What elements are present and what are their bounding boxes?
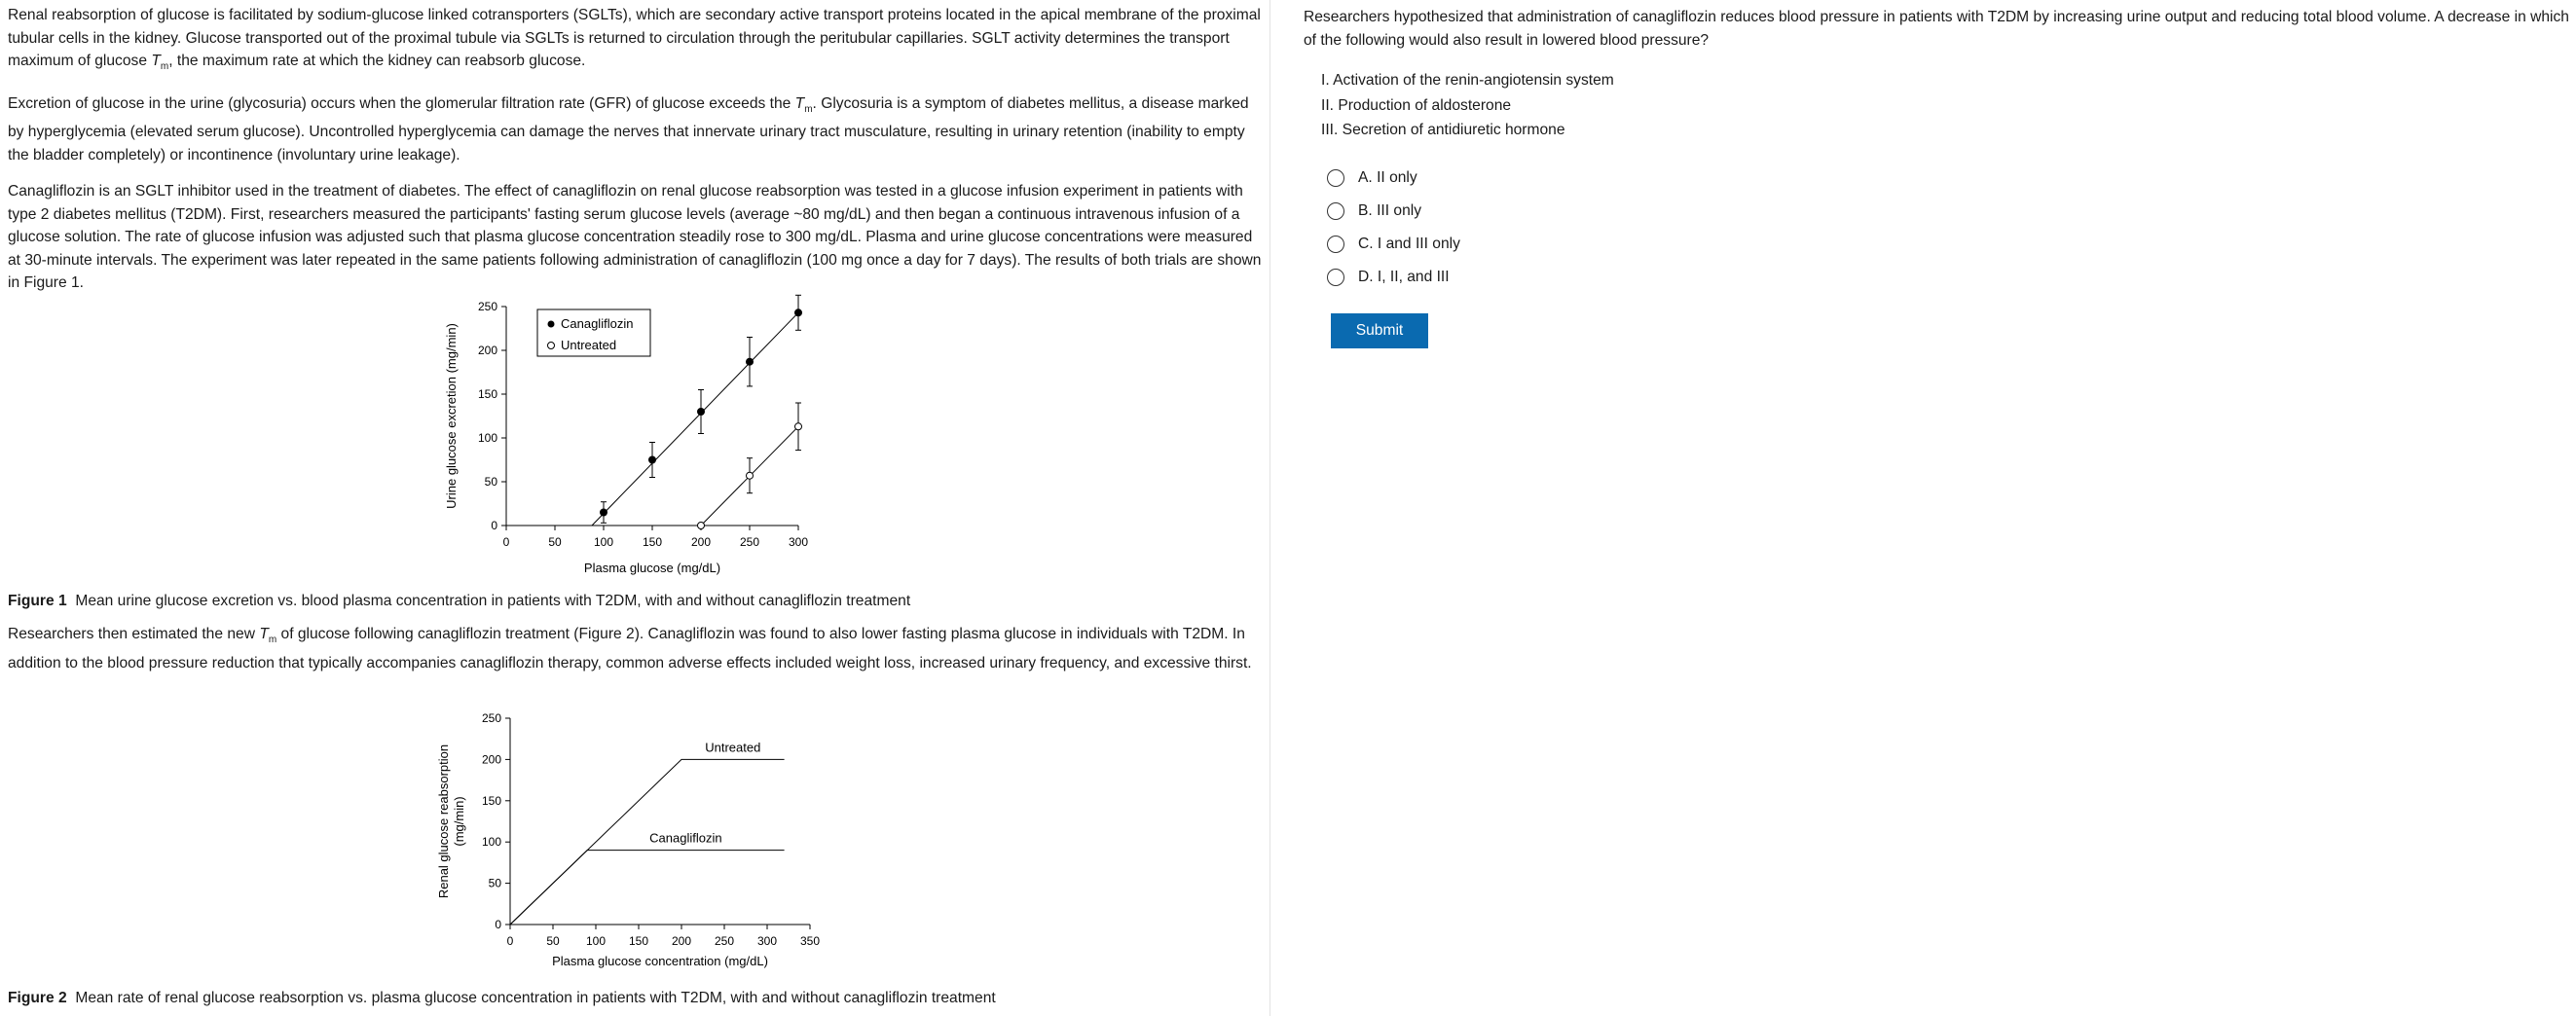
y-tick-label: 150 xyxy=(481,793,501,808)
x-axis-title: Plasma glucose (mg/dL) xyxy=(583,561,721,575)
legend-label: Untreated xyxy=(561,338,617,352)
y-tick-label: 100 xyxy=(477,431,497,445)
submit-button[interactable]: Submit xyxy=(1331,313,1428,348)
data-point xyxy=(795,423,802,430)
radio-icon[interactable] xyxy=(1327,169,1344,187)
data-point xyxy=(698,409,705,416)
y-tick-label: 0 xyxy=(491,519,497,532)
x-tick-label: 300 xyxy=(756,934,778,948)
data-point xyxy=(698,523,705,529)
x-tick-label: 0 xyxy=(506,934,514,948)
figure-2-chart xyxy=(428,701,837,978)
option-c[interactable]: C. I and III only xyxy=(1327,228,2569,261)
series-line xyxy=(510,759,785,925)
data-point xyxy=(747,358,754,365)
figure-1-caption: Figure 1 Mean urine glucose excretion vs. blood plasma concentration in patients with T2DM, with and without canagliflozin treatment xyxy=(8,593,911,609)
x-tick-label: 350 xyxy=(799,934,821,948)
radio-icon[interactable] xyxy=(1327,202,1344,220)
x-tick-label: 150 xyxy=(642,535,663,549)
y-tick-label: 100 xyxy=(481,835,501,850)
data-point xyxy=(747,472,754,479)
passage-paragraph-4: Researchers then estimated the new $T_m$ of glucose following canagliflozin treatment (Figure 2). Canagliflozin was found to also lower fasting plasma glucose in individuals with T2DM. In addition to the blood pressure reduction that typically accompanies canagliflozin therapy, common adverse effects included weight loss, increased urinary frequency, and excessive thirst. xyxy=(8,626,1252,671)
series-label: Untreated xyxy=(705,740,761,755)
y-tick-label: 250 xyxy=(481,711,501,725)
statement-3: III. Secretion of antidiuretic hormone xyxy=(1321,122,1565,138)
legend-label: Canagliflozin xyxy=(561,316,634,331)
data-point xyxy=(795,309,802,316)
y-tick-label: 250 xyxy=(477,300,497,313)
x-tick-label: 200 xyxy=(671,934,692,948)
x-tick-label: 300 xyxy=(788,535,809,549)
legend-marker-open xyxy=(548,343,555,349)
figure-2 xyxy=(428,701,837,983)
y-tick-label: 50 xyxy=(488,876,501,890)
x-tick-label: 0 xyxy=(502,535,510,549)
question-stem: Researchers hypothesized that administration of canagliflozin reduces blood pressure in patients with T2DM by increasing urine output and reducing total blood volume. A decrease in which of the following would also result in lowered blood pressure? xyxy=(1304,9,2569,49)
option-d[interactable]: D. I, II, and III xyxy=(1327,261,2569,294)
x-tick-label: 250 xyxy=(739,535,760,549)
x-tick-label: 50 xyxy=(548,535,562,549)
y-tick-label: 150 xyxy=(477,387,497,401)
series-label: Canagliflozin xyxy=(649,830,722,846)
question-panel xyxy=(1304,6,2569,348)
passage-paragraph-2: Excretion of glucose in the urine (glycosuria) occurs when the glomerular filtration rate (GFR) of glucose exceeds the $T_m$. Glycosuria is a symptom of diabetes mellitus, a disease marked by hyperglycemia (elevated serum glucose). Uncontrolled hyperglycemia can damage the nerves that innervate urinary tract musculature, resulting in urinary retention (inability to empty the bladder completely) or incontinence (involuntary urine leakage). xyxy=(8,94,1249,163)
legend-marker-filled xyxy=(548,321,555,328)
statement-1: I. Activation of the renin-angiotensin system xyxy=(1321,72,1614,89)
x-tick-label: 50 xyxy=(546,934,560,948)
figure-1-chart xyxy=(428,292,837,584)
x-tick-label: 200 xyxy=(690,535,712,549)
figure-1 xyxy=(428,292,837,589)
x-tick-label: 250 xyxy=(714,934,735,948)
answer-options xyxy=(1327,162,2569,294)
y-tick-label: 50 xyxy=(484,475,497,489)
radio-icon[interactable] xyxy=(1327,269,1344,286)
y-axis-title: Renal glucose reabsorption(mg/min) xyxy=(436,744,466,899)
x-axis-title: Plasma glucose concentration (mg/dL) xyxy=(552,954,768,968)
passage-paragraph-3: Canagliflozin is an SGLT inhibitor used in the treatment of diabetes. The effect of canagliflozin on renal glucose reabsorption was tested in a glucose infusion experiment in patients with type 2 diabetes mellitus (T2DM). First, researchers measured the participants' fasting serum glucose levels (average ~80 mg/dL) and then began a continuous intravenous infusion of a glucose solution. The rate of glucose infusion was adjusted such that plasma glucose concentration steadily rose to 300 mg/dL. Plasma and urine glucose concentrations were measured at 30-minute intervals. The experiment was later repeated in the same patients following administration of canagliflozin (100 mg once a day for 7 days). The results of both trials are shown in Figure 1. xyxy=(8,183,1262,292)
series-line xyxy=(510,851,785,925)
radio-icon[interactable] xyxy=(1327,236,1344,253)
y-axis-title: Urine glucose excretion (mg/min) xyxy=(444,323,459,509)
x-tick-label: 100 xyxy=(585,934,607,948)
x-tick-label: 100 xyxy=(593,535,614,549)
y-tick-label: 200 xyxy=(481,752,501,767)
passage-paragraph-1: Renal reabsorption of glucose is facilitated by sodium-glucose linked cotransporters (SGLTs), which are secondary active transport proteins located in the apical membrane of the proximal tubular cells in the kidney. Glucose transported out of the proximal tubule via SGLTs is returned to circulation through the peritubular capillaries. SGLT activity determines the transport maximum of glucose $T_m$, the maximum rate at which the kidney can reabsorb glucose. xyxy=(8,7,1261,73)
option-b[interactable]: B. III only xyxy=(1327,195,2569,228)
option-a[interactable]: A. II only xyxy=(1327,162,2569,195)
data-point xyxy=(601,509,607,516)
figure-2-caption: Figure 2 Mean rate of renal glucose reabsorption vs. plasma glucose concentration in patients with T2DM, with and without canagliflozin treatment xyxy=(8,990,996,1006)
data-point xyxy=(649,456,656,463)
y-tick-label: 0 xyxy=(495,918,501,931)
y-tick-label: 200 xyxy=(477,344,497,357)
statement-2: II. Production of aldosterone xyxy=(1321,96,1512,114)
x-tick-label: 150 xyxy=(628,934,649,948)
